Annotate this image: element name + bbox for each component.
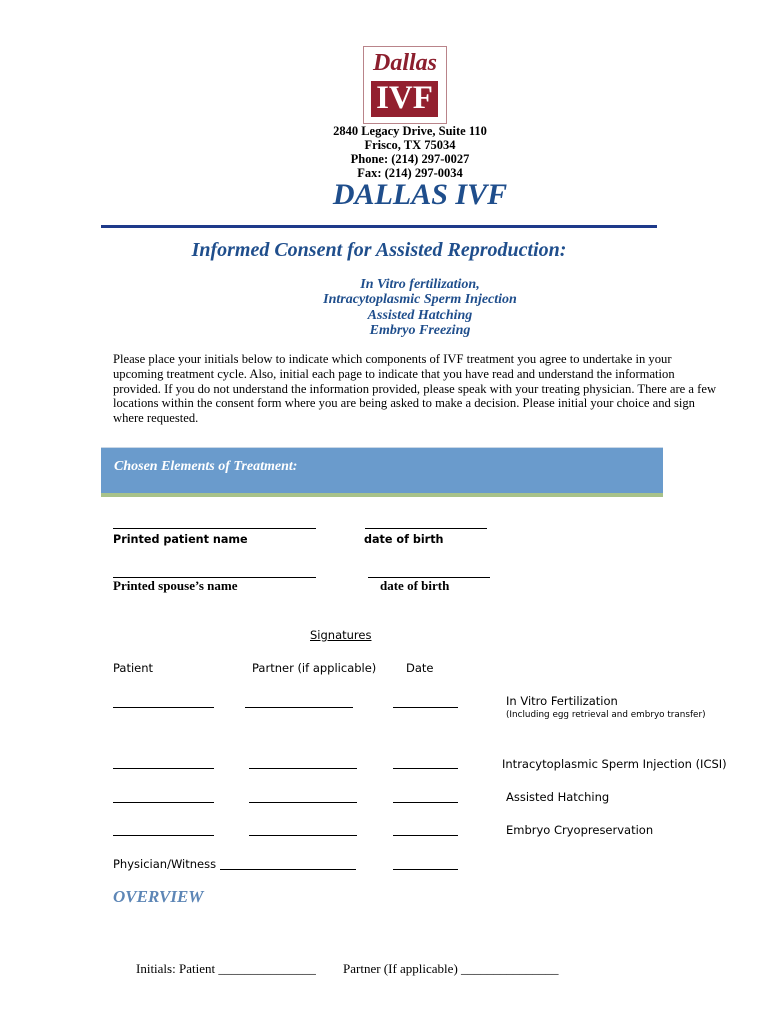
spouse-name-label: Printed spouse’s name <box>113 578 238 593</box>
cryo-patient-signature[interactable] <box>113 835 214 836</box>
cryo-label: Embryo Cryopreservation <box>506 823 654 837</box>
patient-dob-field[interactable] <box>365 528 487 529</box>
signature-col-date: Date <box>406 661 434 675</box>
procedure-embryo-freezing: Embryo Freezing <box>369 323 471 338</box>
address-fax: Fax: (214) 297-0034 <box>357 166 463 180</box>
dallas-ivf-logo <box>363 46 447 124</box>
physician-witness-signature[interactable] <box>220 869 356 870</box>
section-header-accent <box>101 493 663 497</box>
icsi-label: Intracytoplasmic Sperm Injection (ICSI) <box>502 757 727 771</box>
address-phone: Phone: (214) 297-0027 <box>350 152 470 166</box>
ivf-sublabel: (Including egg retrieval and embryo transfer) <box>506 710 706 720</box>
brand-name: DALLAS IVF <box>332 178 508 211</box>
hatching-patient-signature[interactable] <box>113 802 214 803</box>
icsi-partner-signature[interactable] <box>249 768 357 769</box>
signatures-heading: Signatures <box>310 628 372 642</box>
hatching-date-field[interactable] <box>393 802 458 803</box>
icsi-patient-signature[interactable] <box>113 768 214 769</box>
hatching-label: Assisted Hatching <box>506 790 610 804</box>
procedure-ivf: In Vitro fertilization, <box>360 277 480 292</box>
address-street: 2840 Legacy Drive, Suite 110 <box>333 124 487 138</box>
ivf-label: In Vitro Fertilization <box>506 694 618 708</box>
physician-witness-label: Physician/Witness <box>113 857 217 871</box>
signature-col-patient: Patient <box>113 661 154 675</box>
procedure-icsi: Intracytoplasmic Sperm Injection <box>323 292 517 307</box>
cryo-date-field[interactable] <box>393 835 458 836</box>
header-rule <box>101 225 657 228</box>
address-city: Frisco, TX 75034 <box>364 138 456 152</box>
patient-name-label: Printed patient name <box>113 533 248 546</box>
overview-heading: OVERVIEW <box>113 887 204 906</box>
form-title: Informed Consent for Assisted Reproduction: <box>191 239 567 261</box>
section-title: Chosen Elements of Treatment: <box>114 459 298 474</box>
intro-paragraph: Please place your initials below to indicate which components of IVF treatment you agree to undertake in your upcoming treatment cycle. Also, initial each page to indicate that you have read and understand the information provided. If you do not understand the information provided, please speak with your treating physician. There are a few locations within the consent form where you are being asked to make a decision. Please initial your choice and sign where requested. <box>113 352 717 426</box>
patient-dob-label: date of birth <box>364 533 444 546</box>
hatching-partner-signature[interactable] <box>249 802 357 803</box>
physician-date-field[interactable] <box>393 869 458 870</box>
cryo-partner-signature[interactable] <box>249 835 357 836</box>
signature-col-partner: Partner (if applicable) <box>252 661 377 675</box>
ivf-date-field[interactable] <box>393 707 458 708</box>
initials-patient: Initials: Patient _______________ <box>136 961 316 976</box>
spouse-dob-label: date of birth <box>380 578 450 593</box>
logo-top-word: Dallas <box>372 50 437 76</box>
initials-partner: Partner (If applicable) _______________ <box>343 961 559 976</box>
ivf-patient-signature[interactable] <box>113 707 214 708</box>
logo-bottom-word: IVF <box>376 80 433 116</box>
patient-name-field[interactable] <box>113 528 316 529</box>
icsi-date-field[interactable] <box>393 768 458 769</box>
ivf-partner-signature[interactable] <box>245 707 353 708</box>
procedure-assisted-hatching: Assisted Hatching <box>367 308 473 323</box>
